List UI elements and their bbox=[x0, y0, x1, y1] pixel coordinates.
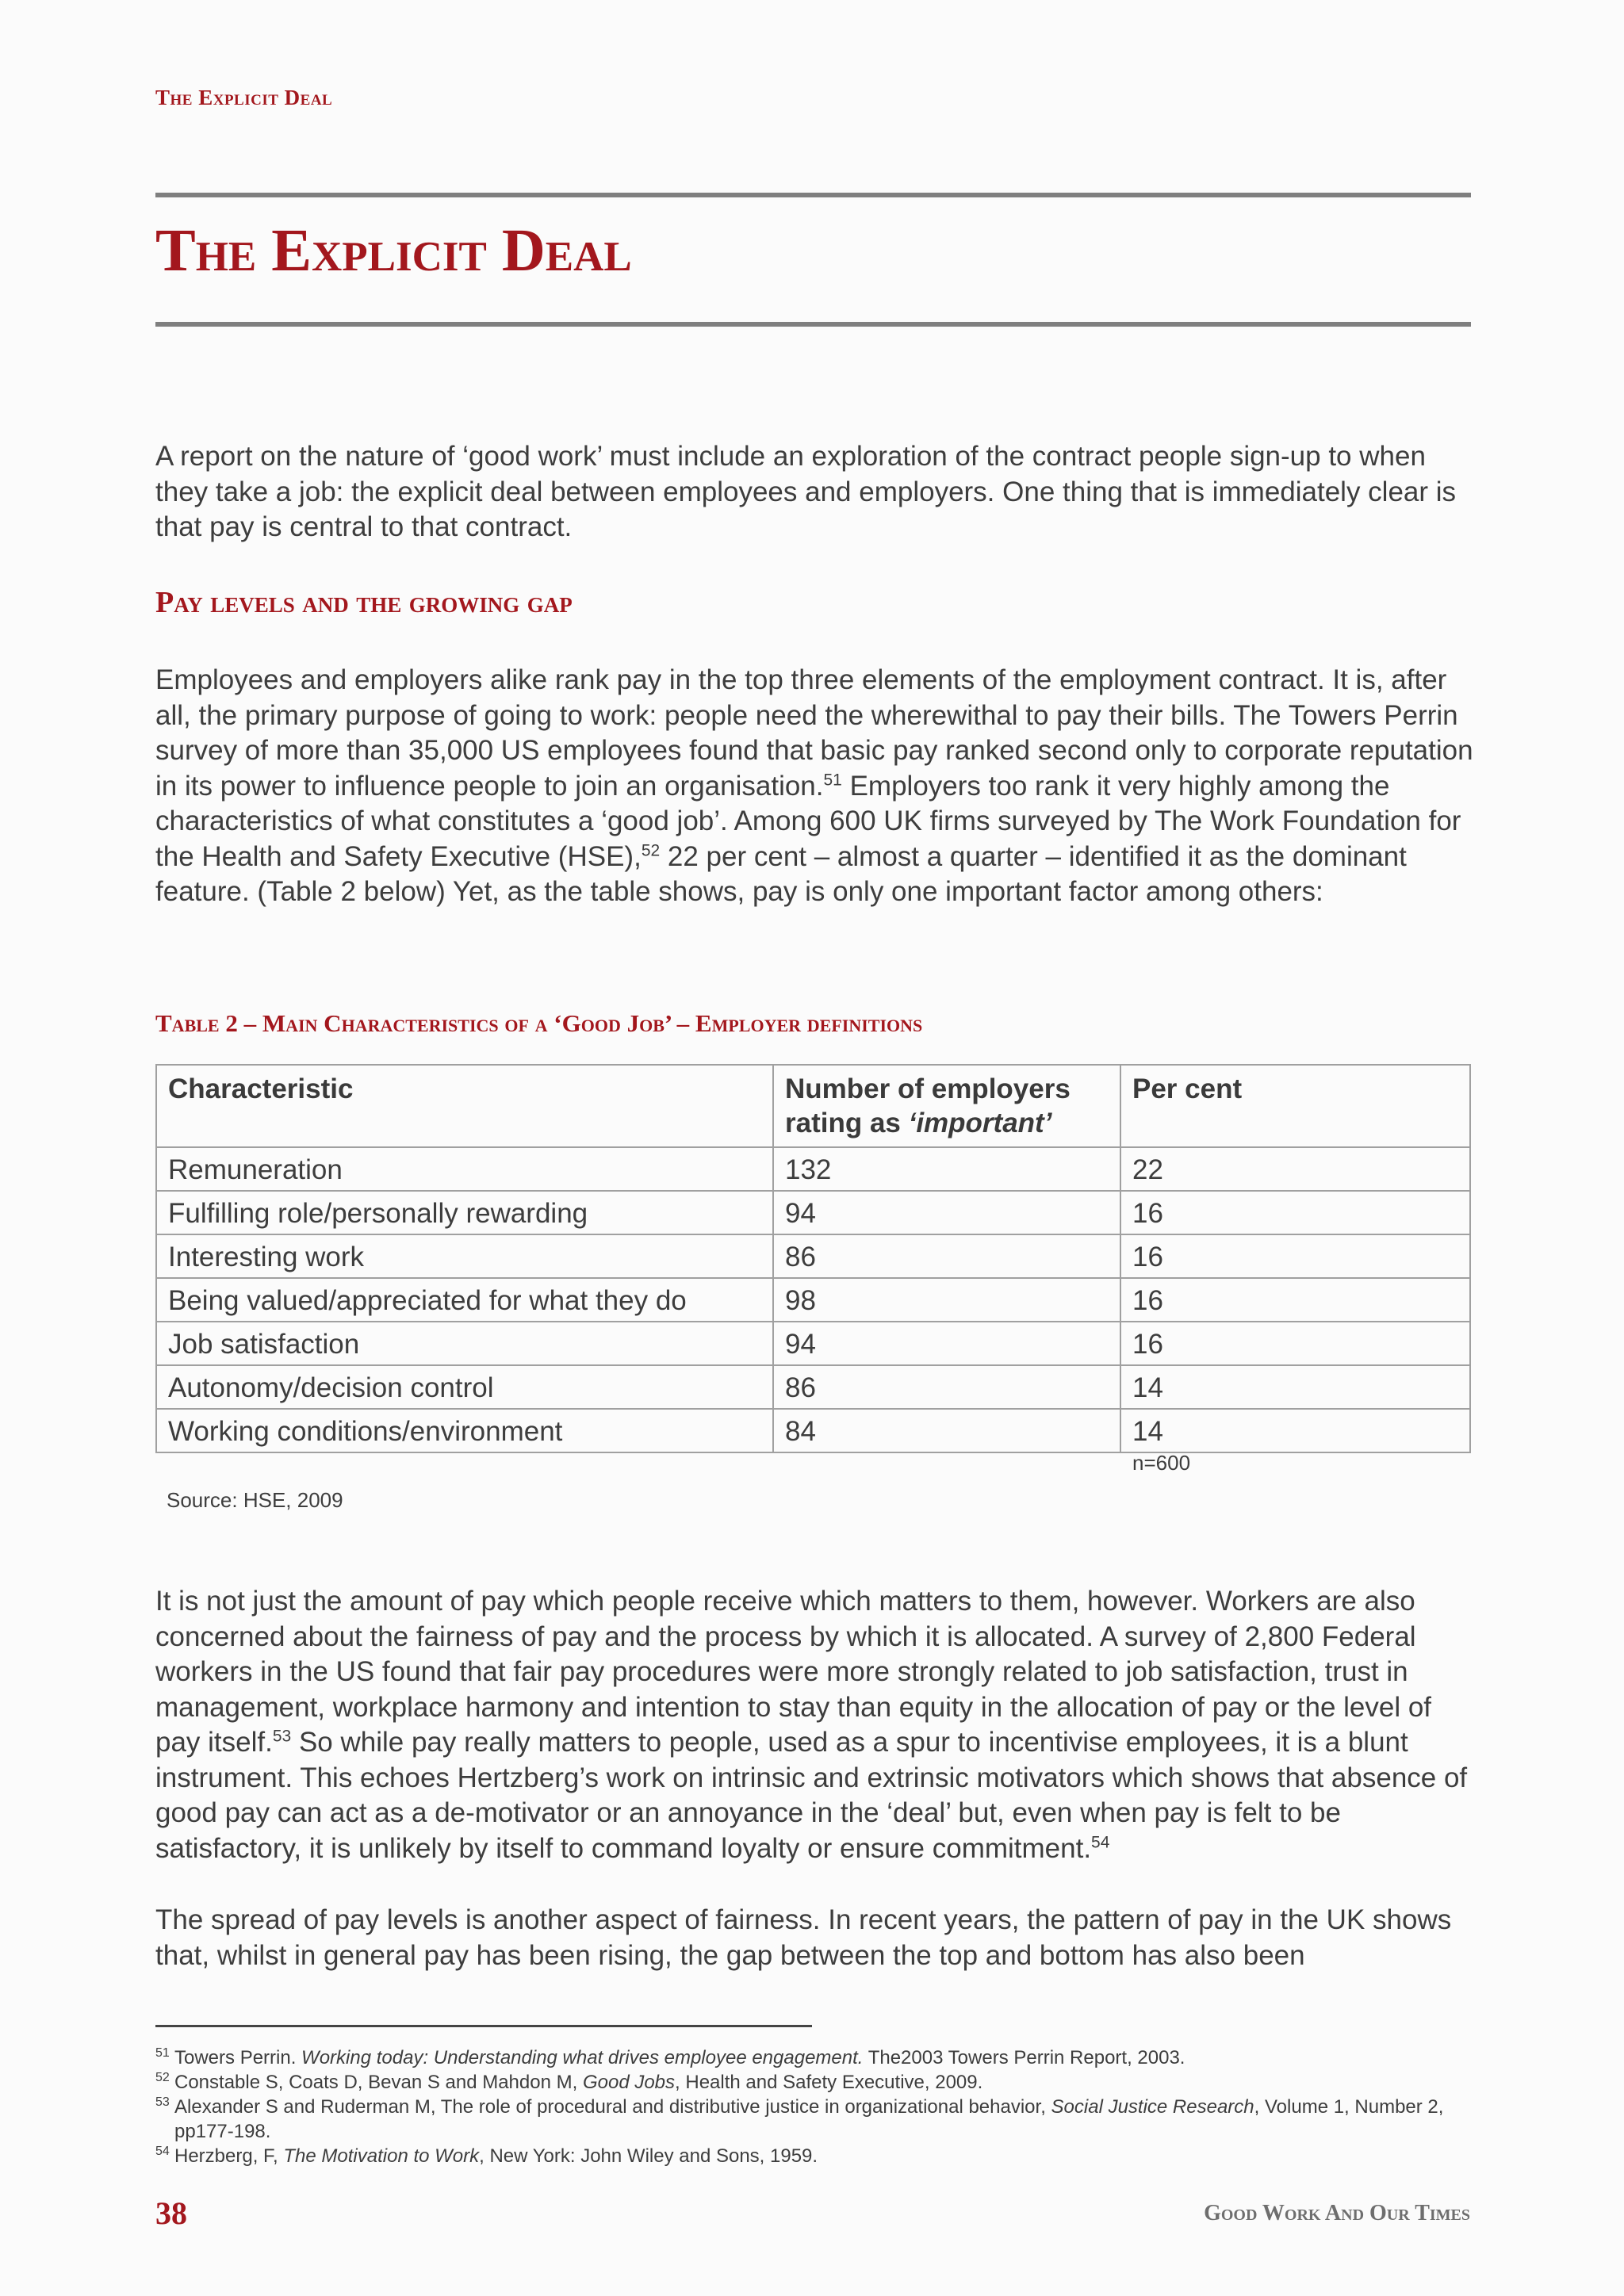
cell-count: 98 bbox=[773, 1278, 1120, 1322]
footnote-ref[interactable]: 54 bbox=[1091, 1832, 1110, 1851]
cell-characteristic: Job satisfaction bbox=[156, 1322, 773, 1365]
cell-percent: 16 bbox=[1120, 1234, 1470, 1278]
cell-percent: 14 bbox=[1120, 1409, 1470, 1452]
cell-count: 84 bbox=[773, 1409, 1120, 1452]
table-caption: Table 2 – Main Characteristics of a ‘Good Job’ – Employer definitions bbox=[155, 1009, 923, 1037]
cell-count: 94 bbox=[773, 1322, 1120, 1365]
footnote-ref[interactable]: 51 bbox=[823, 770, 842, 789]
cell-count: 132 bbox=[773, 1147, 1120, 1191]
footnotes bbox=[155, 2045, 1472, 2168]
table-sample-size: n=600 bbox=[1132, 1451, 1191, 1475]
cell-characteristic: Interesting work bbox=[156, 1234, 773, 1278]
paragraph-pay-spread: The spread of pay levels is another aspect of fairness. In recent years, the pattern of pay in the UK shows that, whilst in general pay has been rising, the gap between the top and bottom has also been bbox=[155, 1904, 1452, 1971]
paragraph-text: Employees and employers alike rank pay in the top three elements of the employment contract. It is, after all, the primary purpose of going to work: people need the wherewithal to pay their bills. The Towers Perrin survey of more than 35,000 US employees found that basic pay ranked second only to corporate reputation in its power to influence people to join an organisation. bbox=[155, 664, 1473, 802]
footnote-title: The Motivation to Work bbox=[283, 2145, 480, 2167]
footnote-text: , Volume 1, Number 2, pp177-198. bbox=[174, 2096, 1444, 2142]
footnote-number: 54 bbox=[155, 2145, 170, 2158]
characteristics-table bbox=[155, 1064, 1471, 1453]
table-row bbox=[156, 1409, 1470, 1452]
footnote bbox=[155, 2144, 1472, 2168]
footnote-number: 51 bbox=[155, 2046, 170, 2060]
footnote-title: Good Jobs bbox=[582, 2072, 676, 2093]
footnote-text: , Health and Safety Executive, 2009. bbox=[675, 2072, 983, 2093]
footnote-number: 53 bbox=[155, 2095, 170, 2109]
cell-percent: 22 bbox=[1120, 1147, 1470, 1191]
footnote bbox=[155, 2070, 1472, 2095]
paragraph-text: It is not just the amount of pay which people receive which matters to them, however. Workers are also concerned about the fairness of pay and the process by which it is allocated. A survey of 2,800 Federal workers in the US found that fair pay procedures were more strongly related to job satisfaction, trust in management, workplace harmony and intention to stay than equity in the allocation of pay or the level of pay itself. bbox=[155, 1586, 1432, 1758]
table-row bbox=[156, 1234, 1470, 1278]
header-percent: Per cent bbox=[1120, 1065, 1470, 1147]
header-employer-count bbox=[773, 1065, 1120, 1147]
header-count-line2: rating as bbox=[785, 1108, 909, 1138]
footnote-ref[interactable]: 53 bbox=[272, 1727, 292, 1746]
cell-characteristic: Remuneration bbox=[156, 1147, 773, 1191]
paragraph-fairness bbox=[155, 1584, 1476, 1866]
section-heading: Pay levels and the growing gap bbox=[155, 586, 573, 619]
footnote-text: Constable S, Coats D, Bevan S and Mahdon M, bbox=[174, 2072, 583, 2093]
paragraph-pay-ranking bbox=[155, 663, 1476, 910]
footnote-text: , New York: John Wiley and Sons, 1959. bbox=[479, 2145, 818, 2167]
footnote-text: The2003 Towers Perrin Report, 2003. bbox=[863, 2047, 1185, 2068]
table-row bbox=[156, 1147, 1470, 1191]
table-row bbox=[156, 1322, 1470, 1365]
paragraph-text: 22 per cent – almost a quarter – identified it as the dominant feature. (Table 2 below) Yet, as the table shows, pay is only one important factor among others: bbox=[155, 840, 1407, 907]
header-count-line1: Number of employers bbox=[785, 1073, 1071, 1104]
page-title: The Explicit Deal bbox=[155, 217, 632, 284]
intro-paragraph: A report on the nature of ‘good work’ must include an exploration of the contract people sign-up to when they take a job: the explicit deal between employees and employers. One thing that is immediately clear is that pay is central to that contract. bbox=[155, 441, 1457, 542]
cell-characteristic: Being valued/appreciated for what they do bbox=[156, 1278, 773, 1322]
cell-characteristic: Working conditions/environment bbox=[156, 1409, 773, 1452]
title-rule-top bbox=[155, 193, 1471, 197]
footnote-number: 52 bbox=[155, 2071, 170, 2084]
running-header: The Explicit Deal bbox=[155, 86, 333, 109]
footnote-title: Social Justice Research bbox=[1051, 2096, 1254, 2118]
cell-percent: 16 bbox=[1120, 1322, 1470, 1365]
table-source: Source: HSE, 2009 bbox=[167, 1488, 343, 1512]
footnote-text: Towers Perrin. bbox=[174, 2047, 302, 2068]
footnote bbox=[155, 2095, 1472, 2144]
footnote-ref[interactable]: 52 bbox=[641, 840, 661, 859]
cell-count: 86 bbox=[773, 1365, 1120, 1409]
footnote-divider bbox=[155, 2025, 812, 2027]
running-footer: Good Work And Our Times bbox=[1204, 2201, 1470, 2225]
paragraph-text: So while pay really matters to people, used as a spur to incentivise employees, it is a blunt instrument. This echoes Hertzberg’s work on intrinsic and extrinsic motivators which shows that absence of good pay can act as a de-motivator or an annoyance in the ‘deal’ but, even when pay is felt to be satisfactory, it is unlikely by itself to command loyalty or ensure commitment. bbox=[155, 1727, 1468, 1864]
page-number: 38 bbox=[155, 2195, 187, 2231]
cell-percent: 14 bbox=[1120, 1365, 1470, 1409]
cell-percent: 16 bbox=[1120, 1191, 1470, 1234]
table-row bbox=[156, 1365, 1470, 1409]
cell-count: 86 bbox=[773, 1234, 1120, 1278]
table-row bbox=[156, 1191, 1470, 1234]
cell-characteristic: Fulfilling role/personally rewarding bbox=[156, 1191, 773, 1234]
header-count-emphasis: ‘important’ bbox=[908, 1108, 1052, 1138]
footnote-text: Herzberg, F, bbox=[174, 2145, 284, 2167]
cell-characteristic: Autonomy/decision control bbox=[156, 1365, 773, 1409]
table-row bbox=[156, 1278, 1470, 1322]
cell-percent: 16 bbox=[1120, 1278, 1470, 1322]
footnote-title: Working today: Understanding what drives employee engagement. bbox=[301, 2047, 864, 2068]
header-characteristic: Characteristic bbox=[156, 1065, 773, 1147]
footnote bbox=[155, 2045, 1472, 2070]
paragraph-text: Employers too rank it very highly among the characteristics of what constitutes a ‘good job’. Among 600 UK firms surveyed by The Work Foundation for the Health and Safety Executive (HSE), bbox=[155, 770, 1461, 872]
footnote-text: Alexander S and Ruderman M, The role of procedural and distributive justice in organizational behavior, bbox=[174, 2096, 1051, 2118]
cell-count: 94 bbox=[773, 1191, 1120, 1234]
table-header-row bbox=[156, 1065, 1470, 1147]
title-rule-bottom bbox=[155, 322, 1471, 327]
